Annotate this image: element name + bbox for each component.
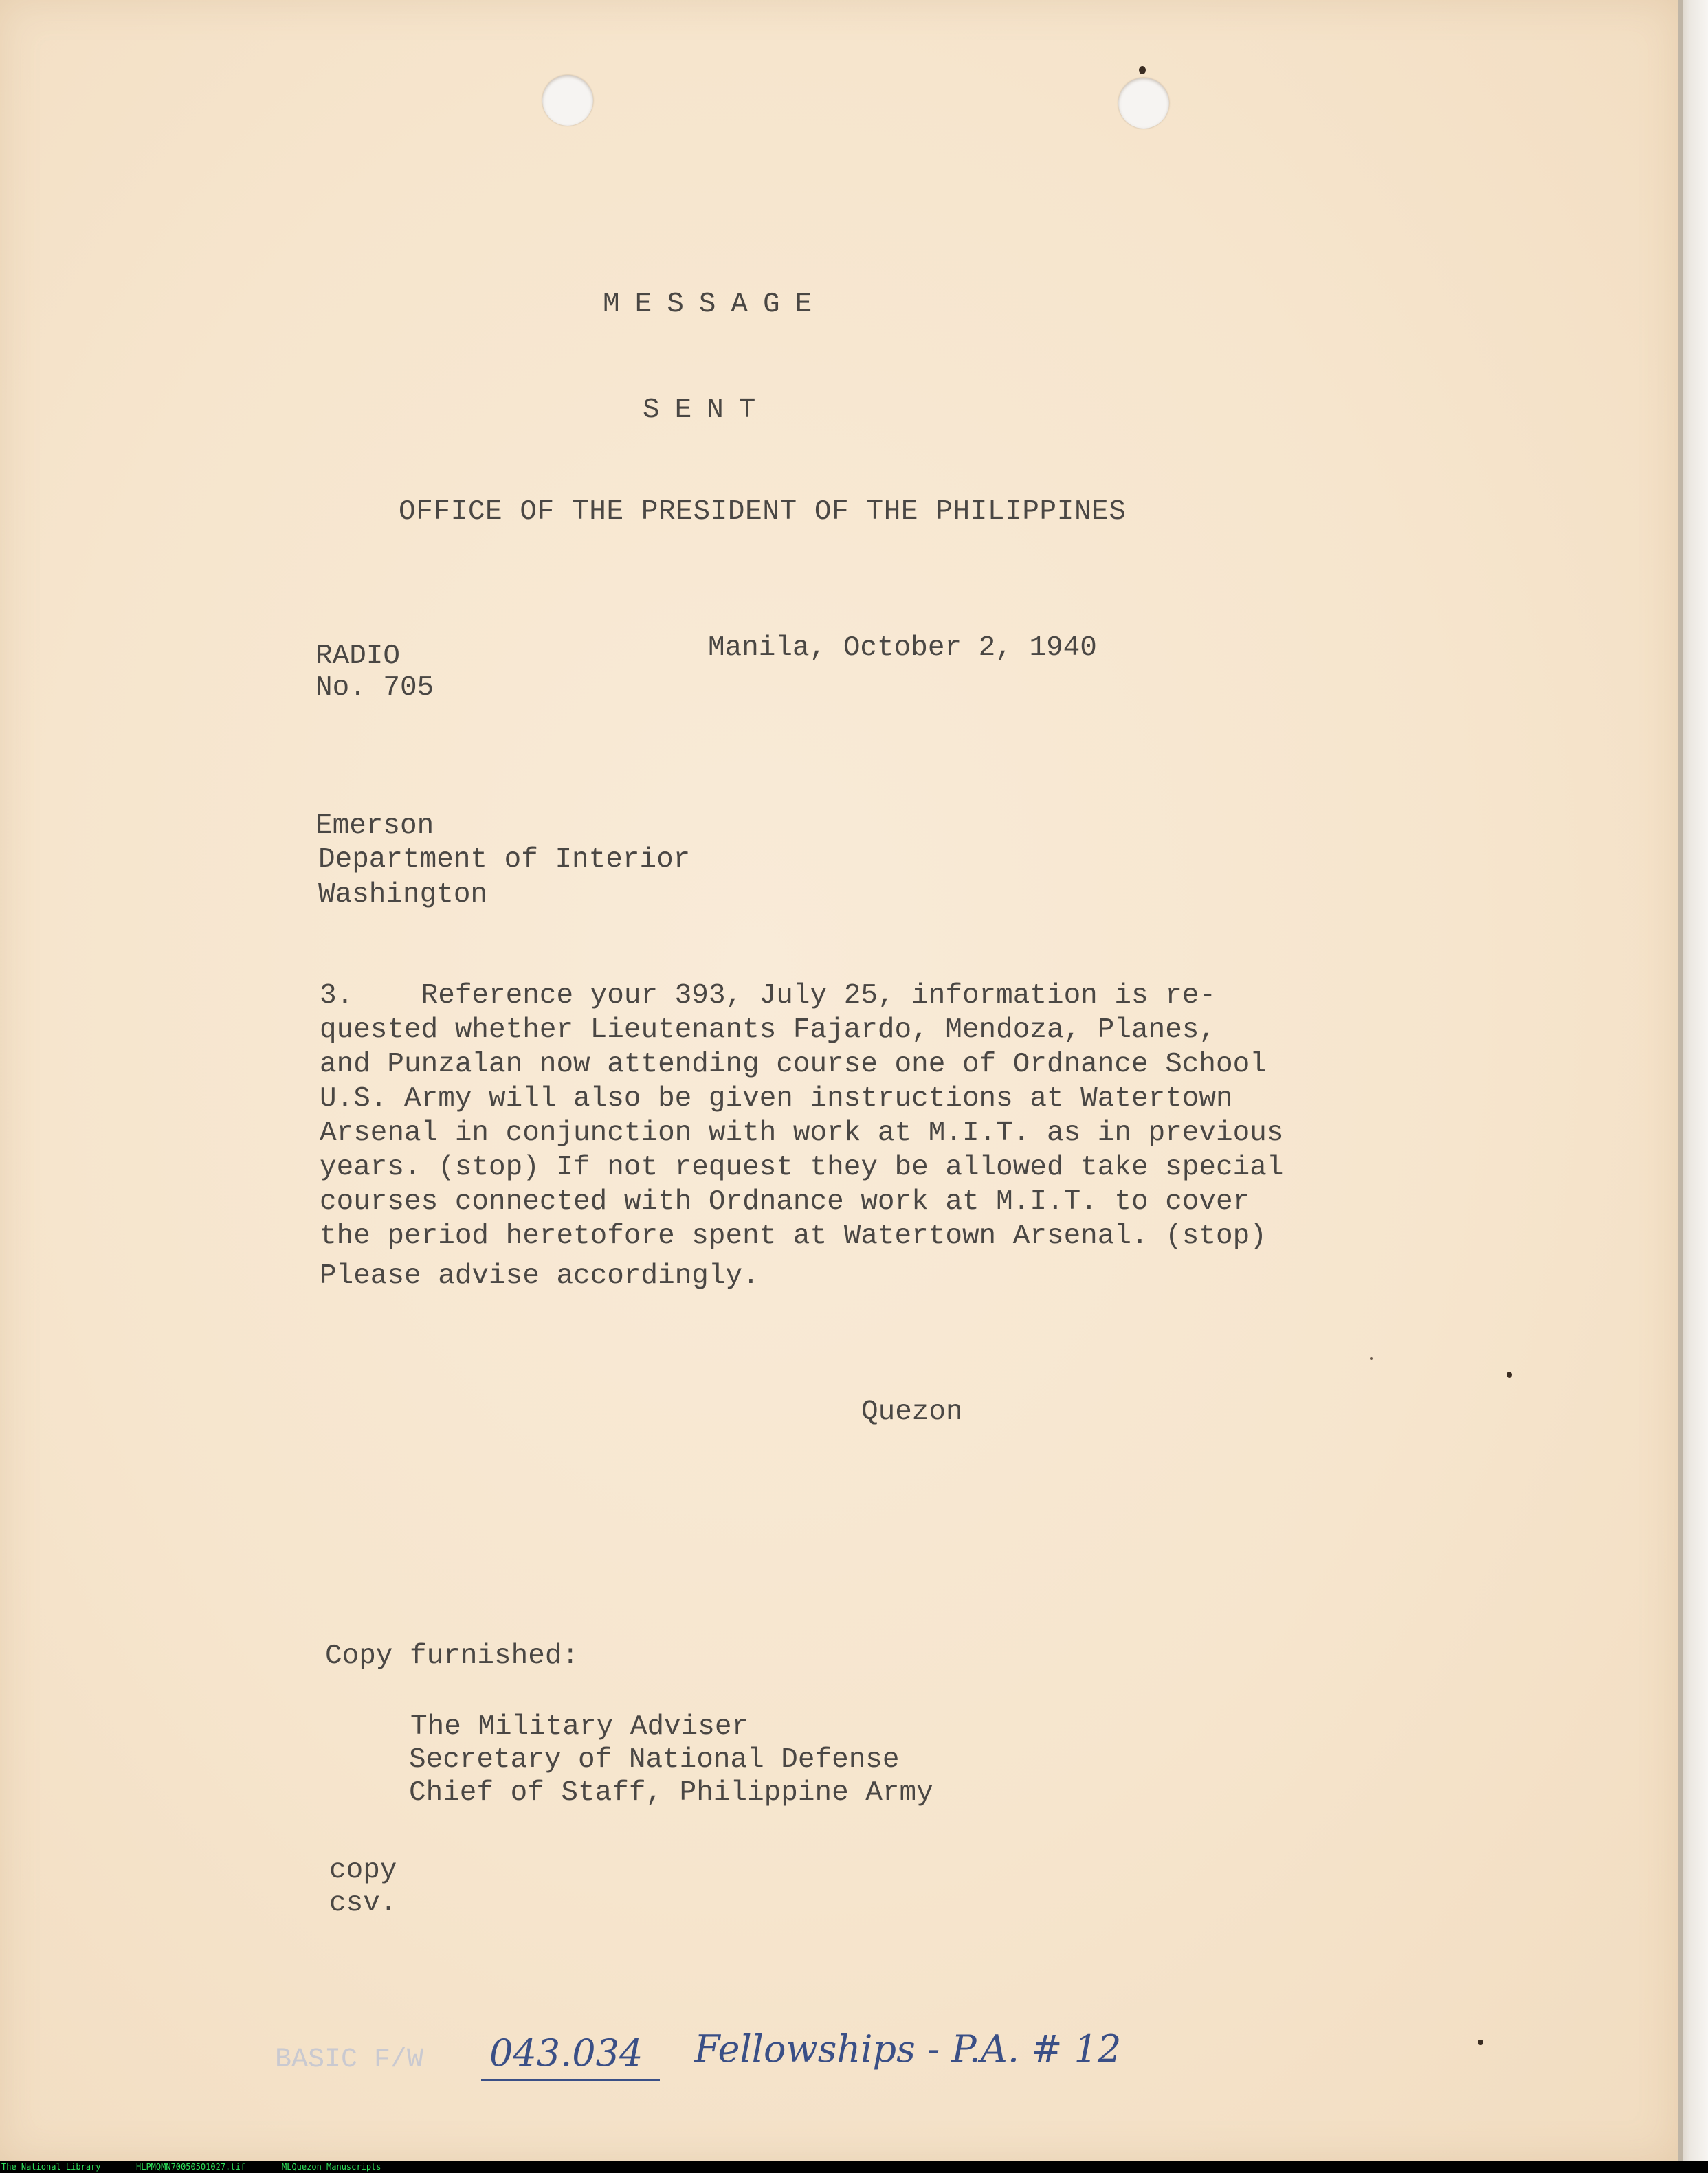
header-message: MESSAGE bbox=[603, 289, 828, 320]
addressee-name: Emerson bbox=[315, 810, 434, 842]
scan-footer bbox=[0, 2161, 1708, 2173]
body-line: 3. Reference your 393, July 25, information is re- bbox=[320, 980, 1217, 1012]
file-subject: Fellowships - P.A. # 12 bbox=[694, 2027, 1122, 2071]
file-stamp: BASIC F/W bbox=[275, 2044, 424, 2075]
addressee-department: Department of Interior bbox=[318, 844, 691, 876]
copy-recipient: The Military Adviser bbox=[410, 1711, 749, 1743]
body-line: courses connected with Ordnance work at M.I.T. to cover bbox=[320, 1186, 1250, 1218]
addressee-city: Washington bbox=[318, 879, 488, 911]
copy-recipient: Chief of Staff, Philippine Army bbox=[409, 1777, 933, 1809]
body-line: and Punzalan now attending course one of Ordnance School bbox=[320, 1049, 1267, 1080]
body-line: U.S. Army will also be given instructions at Watertown bbox=[320, 1083, 1233, 1115]
radio-label: RADIO bbox=[315, 640, 401, 672]
scan-edge bbox=[1678, 0, 1708, 2161]
file-number: 043.034 bbox=[489, 2031, 643, 2075]
body-line: quested whether Lieutenants Fajardo, Mendoza, Planes, bbox=[320, 1014, 1217, 1046]
header-sent: SENT bbox=[643, 394, 771, 426]
body-line: Arsenal in conjunction with work at M.I.T. as in previous bbox=[320, 1117, 1284, 1149]
paper-speck bbox=[1139, 66, 1146, 74]
copy-furnished-label: Copy furnished: bbox=[325, 1640, 579, 1672]
footer-source: The National Library bbox=[1, 2162, 101, 2172]
paper-speck bbox=[1370, 1357, 1373, 1360]
place-date: Manila, October 2, 1940 bbox=[708, 632, 1097, 664]
body-line: the period heretofore spent at Watertown Arsenal. (stop) bbox=[320, 1221, 1267, 1252]
body-line: Please advise accordingly. bbox=[320, 1260, 759, 1292]
footer-filename: HLPMQMN70050501027.tif bbox=[136, 2162, 245, 2172]
paper-speck bbox=[1478, 2040, 1483, 2045]
punch-hole-right bbox=[1118, 78, 1169, 129]
signature: Quezon bbox=[861, 1396, 963, 1428]
typist-initials-copy: copy bbox=[329, 1855, 397, 1886]
file-number-underline bbox=[481, 2079, 660, 2081]
header-office: OFFICE OF THE PRESIDENT OF THE PHILIPPINES bbox=[399, 496, 1127, 528]
typist-initials-csv: csv. bbox=[329, 1888, 397, 1919]
footer-collection: MLQuezon Manuscripts bbox=[282, 2162, 381, 2172]
body-line: years. (stop) If not request they be allowed take special bbox=[320, 1152, 1284, 1183]
copy-recipient: Secretary of National Defense bbox=[409, 1744, 900, 1776]
paper-speck bbox=[1507, 1372, 1512, 1378]
radio-number: No. 705 bbox=[315, 672, 434, 704]
punch-hole-left bbox=[542, 75, 593, 126]
